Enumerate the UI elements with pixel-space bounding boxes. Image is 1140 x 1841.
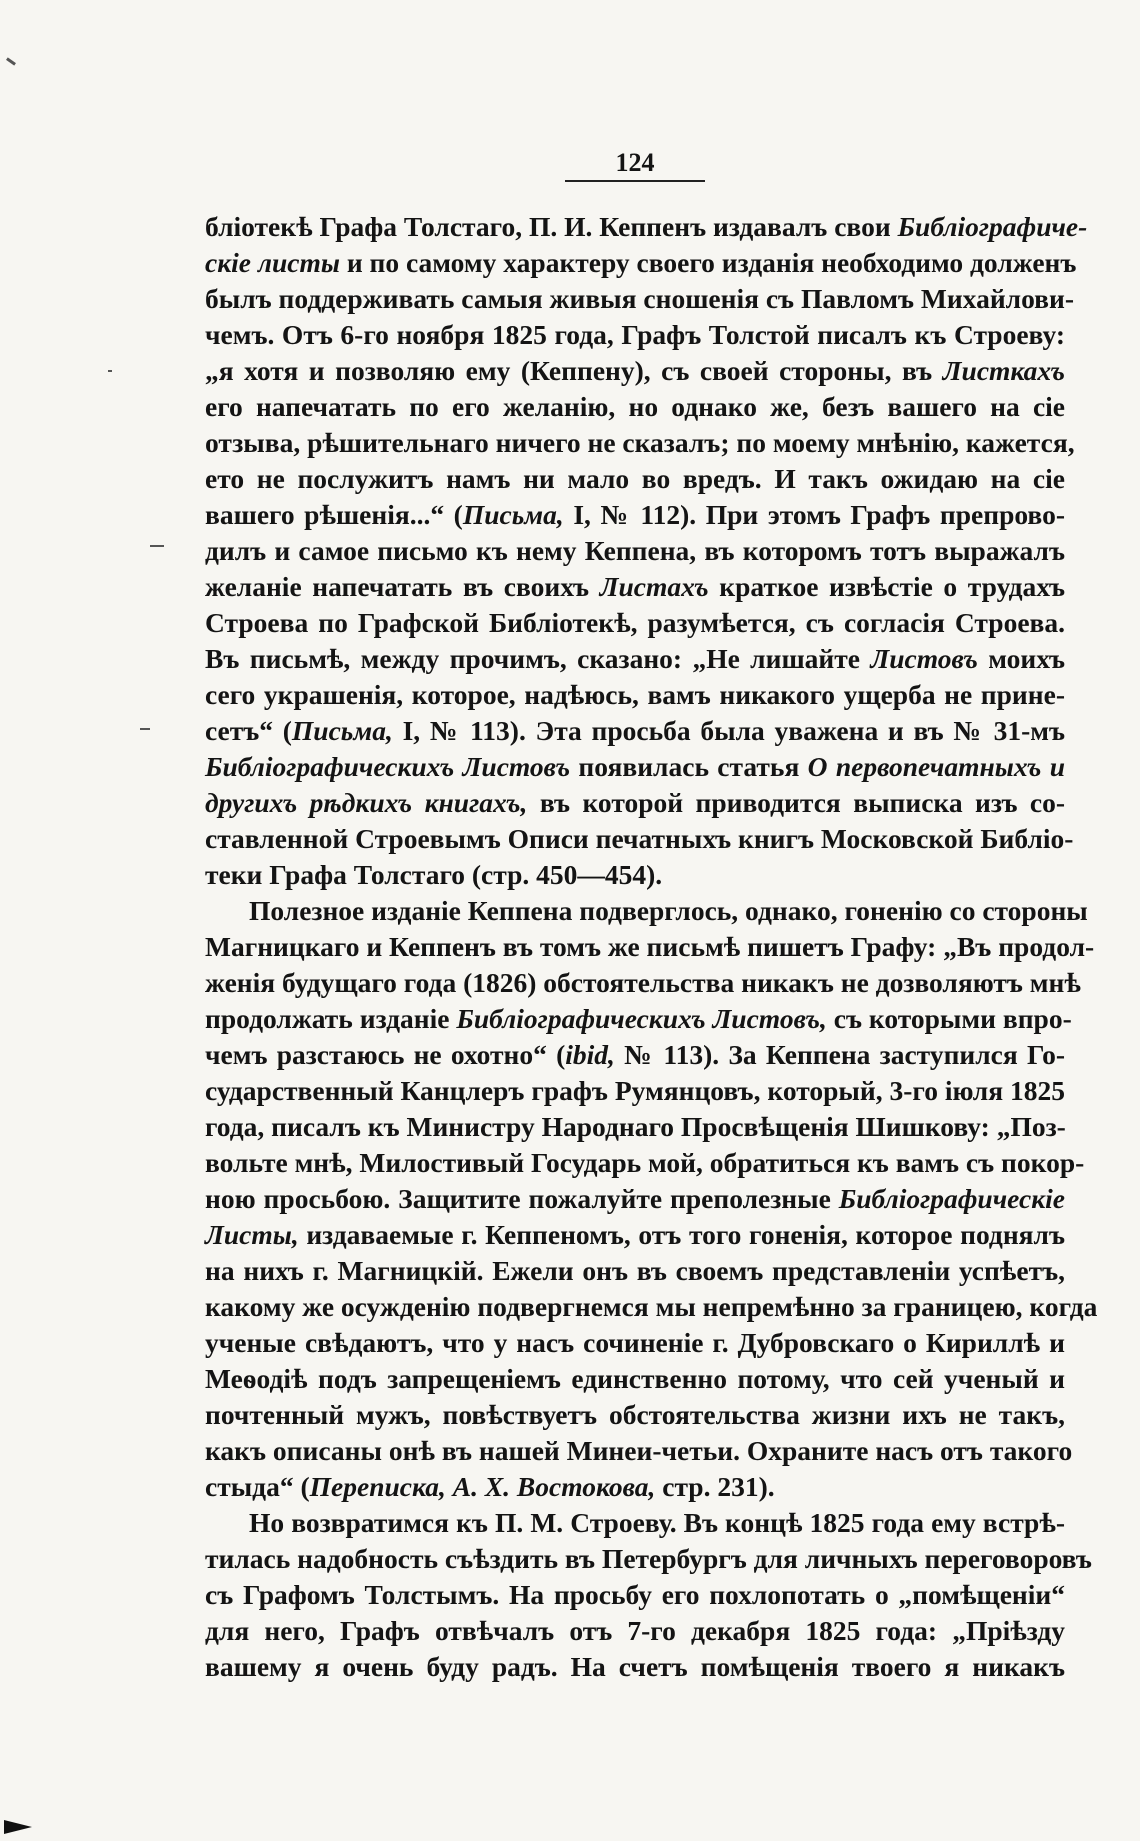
text-line — [205, 461, 1065, 497]
text-segment: издаваемые г. Кеппеномъ, отъ того гоненія, которое поднялъ — [298, 1219, 1065, 1250]
text-segment: Меѳодіѣ подъ запрещеніемъ единственно потому, что сей ученый и — [205, 1363, 1065, 1394]
text-line — [205, 281, 1075, 317]
italic-text: Переписка, А. Х. Востокова, — [309, 1471, 656, 1502]
text-line — [205, 353, 1065, 389]
italic-text: О первопечатныхъ и — [807, 751, 1065, 782]
text-segment: желаніе напечатать въ своихъ — [205, 571, 600, 602]
text-line — [205, 209, 1088, 245]
text-line — [205, 1325, 1065, 1361]
text-segment: вашего рѣшенія...“ ( — [205, 499, 463, 530]
text-segment: женія будущаго года (1826) обстоятельства никакъ не дозволяютъ мнѣ — [205, 967, 1081, 998]
text-segment: появилась статья — [570, 751, 808, 782]
text-segment: краткое извѣстіе о трудахъ — [708, 571, 1065, 602]
text-segment: ето не послужитъ намъ ни мало во вредъ. И такъ ожидаю на сіе — [205, 463, 1065, 494]
text-segment: № 113). За Кеппена заступился Го- — [614, 1039, 1065, 1070]
text-line — [205, 497, 1065, 533]
text-segment: вашему я очень буду радъ. На счетъ помѣщенія твоего я никакъ — [205, 1651, 1065, 1682]
text-line — [205, 821, 1074, 857]
text-line — [205, 929, 1095, 965]
text-line — [205, 1361, 1065, 1397]
text-line — [205, 857, 1065, 893]
page-number: 124 — [615, 148, 655, 177]
text-line — [205, 605, 1065, 641]
text-line — [205, 569, 1065, 605]
text-segment: сударственный Канцлеръ графъ Румянцовъ, который, 3-го іюля 1825 — [205, 1075, 1065, 1106]
text-line — [205, 713, 1065, 749]
text-line — [205, 965, 1081, 1001]
text-segment: Въ письмѣ, между прочимъ, сказано: „Не лишайте — [205, 643, 871, 674]
text-segment: его напечатать по его желанію, но однако же, безъ вашего на сіе — [205, 391, 1065, 422]
scan-mark — [150, 545, 164, 547]
italic-text: скіе листы — [205, 247, 340, 278]
text-line — [205, 1001, 1072, 1037]
text-segment: Строева по Графской Библіотекѣ, разумѣется, съ согласія Строева. — [205, 607, 1065, 638]
text-line — [205, 749, 1065, 785]
italic-text: Библіографическіе — [838, 1183, 1065, 1214]
text-segment: на нихъ г. Магницкій. Ежели онъ въ своемъ представленіи успѣетъ, — [205, 1255, 1065, 1286]
text-segment: сетъ“ ( — [205, 715, 292, 746]
text-segment: ученые свѣдаютъ, что у насъ сочиненіе г. Дубровскаго о Кириллѣ и — [205, 1327, 1065, 1358]
arrow-mark-icon — [4, 1820, 32, 1834]
text-line — [205, 893, 1088, 929]
text-line — [205, 1037, 1065, 1073]
text-line — [205, 1253, 1065, 1289]
text-segment: и по самому характеру своего изданія необходимо долженъ — [339, 247, 1077, 278]
text-line — [205, 1433, 1073, 1469]
text-segment: отзыва, рѣшительнаго ничего не сказалъ; по моему мнѣнію, кажется, — [205, 427, 1075, 458]
text-line — [205, 1613, 1065, 1649]
text-segment: продолжать изданіе — [205, 1003, 457, 1034]
italic-text: Письма, — [462, 499, 564, 530]
text-segment: былъ поддерживать самыя живыя сношенія съ Павломъ Михайлови- — [205, 283, 1075, 314]
text-segment: Но возвратимся къ П. М. Строеву. Въ концѣ 1825 года ему встрѣ- — [249, 1507, 1065, 1538]
text-segment: съ Графомъ Толстымъ. На просьбу его похлопотать о „помѣщеніи“ — [205, 1579, 1065, 1610]
text-line — [205, 1217, 1065, 1253]
text-line — [205, 1181, 1065, 1217]
text-line — [205, 641, 1065, 677]
text-line — [205, 533, 1065, 569]
italic-text: Листовъ — [870, 643, 978, 674]
italic-text: ibid, — [565, 1039, 615, 1070]
text-segment: I, № 112). При этомъ Графъ препрово- — [563, 499, 1065, 530]
text-segment: I, № 113). Эта просьба была уважена и въ № 31-мъ — [392, 715, 1065, 746]
italic-text: Библіографическихъ Листовъ, — [456, 1003, 827, 1034]
text-segment: для него, Графъ отвѣчалъ отъ 7-го декабря 1825 года: „Пріѣзду — [205, 1615, 1065, 1646]
italic-text: Листы, — [205, 1219, 299, 1250]
text-line — [205, 425, 1075, 461]
text-line — [205, 1469, 1065, 1505]
text-segment: вольте мнѣ, Милостивый Государь мой, обратиться къ вамъ съ покор- — [205, 1147, 1085, 1178]
text-segment: тилась надобность съѣздить въ Петербургъ для личныхъ переговоровъ — [205, 1543, 1092, 1574]
text-segment: въ которой приводится выписка изъ со- — [527, 787, 1066, 818]
text-segment: „я хотя и позволяю ему (Кеппену), съ своей стороны, въ — [205, 355, 943, 386]
text-segment: какъ описаны онѣ въ нашей Минеи-четьи. Охраните насъ отъ такого — [205, 1435, 1073, 1466]
text-segment: ставленной Строевымъ Описи печатныхъ книгъ Московской Библіо- — [205, 823, 1074, 854]
page-number-rule — [565, 180, 705, 182]
text-line — [205, 1541, 1092, 1577]
text-line — [205, 785, 1065, 821]
text-segment: стр. 231). — [655, 1471, 775, 1502]
text-line — [205, 677, 1065, 713]
text-line — [205, 1577, 1065, 1613]
text-line — [205, 1289, 1098, 1325]
scan-mark — [6, 57, 16, 65]
text-body — [205, 209, 1098, 1685]
scan-mark — [140, 728, 150, 730]
italic-text: Библіографическихъ Листовъ — [205, 751, 571, 782]
text-segment: чемъ. Отъ 6-го ноября 1825 года, Графъ Толстой писалъ къ Строеву: — [205, 319, 1065, 350]
text-segment: бліотекѣ Графа Толстаго, П. И. Кеппенъ издавалъ свои — [205, 211, 898, 242]
text-segment: года, писалъ къ Министру Народнаго Просвѣщенія Шишкову: „Поз- — [205, 1111, 1066, 1142]
text-segment: ною просьбою. Защитите пожалуйте преполезные — [205, 1183, 839, 1214]
text-line — [205, 1073, 1065, 1109]
text-line — [205, 245, 1077, 281]
italic-text: Письма, — [291, 715, 393, 746]
italic-text: Листахъ — [599, 571, 709, 602]
text-line — [205, 1109, 1065, 1145]
text-segment: моихъ — [977, 643, 1065, 674]
scan-mark — [108, 370, 112, 372]
italic-text: Листкахъ — [942, 355, 1065, 386]
italic-text: Библіографиче- — [897, 211, 1088, 242]
text-segment: сего украшенія, которое, надѣюсь, вамъ никакого ущерба не принe- — [205, 679, 1065, 710]
text-line — [205, 317, 1065, 353]
text-segment: какому же осужденію подвергнемся мы непремѣнно за границею, когда — [205, 1291, 1098, 1322]
text-segment: съ которыми впро- — [826, 1003, 1072, 1034]
text-line — [205, 1397, 1065, 1433]
text-line — [205, 1649, 1065, 1685]
text-segment: теки Графа Толстаго (стр. 450—454). — [205, 859, 663, 890]
text-segment: дилъ и самое письмо къ нему Кеппена, въ которомъ тотъ выражалъ — [205, 535, 1065, 566]
text-segment: Полезное изданіе Кеппена подверглось, однако, гоненію со стороны — [249, 895, 1088, 926]
text-line — [205, 389, 1065, 425]
text-segment: стыда“ ( — [205, 1471, 310, 1502]
text-segment: чемъ разстаюсь не охотно“ ( — [205, 1039, 566, 1070]
text-segment: Магницкаго и Кеппенъ въ томъ же письмѣ пишетъ Графу: „Въ продол- — [205, 931, 1095, 962]
italic-text: другихъ рѣдкихъ книгахъ, — [205, 787, 528, 818]
text-line — [205, 1145, 1085, 1181]
text-line — [205, 1505, 1065, 1541]
text-segment: почтенный мужъ, повѣствуетъ обстоятельства жизни ихъ не такъ, — [205, 1399, 1065, 1430]
